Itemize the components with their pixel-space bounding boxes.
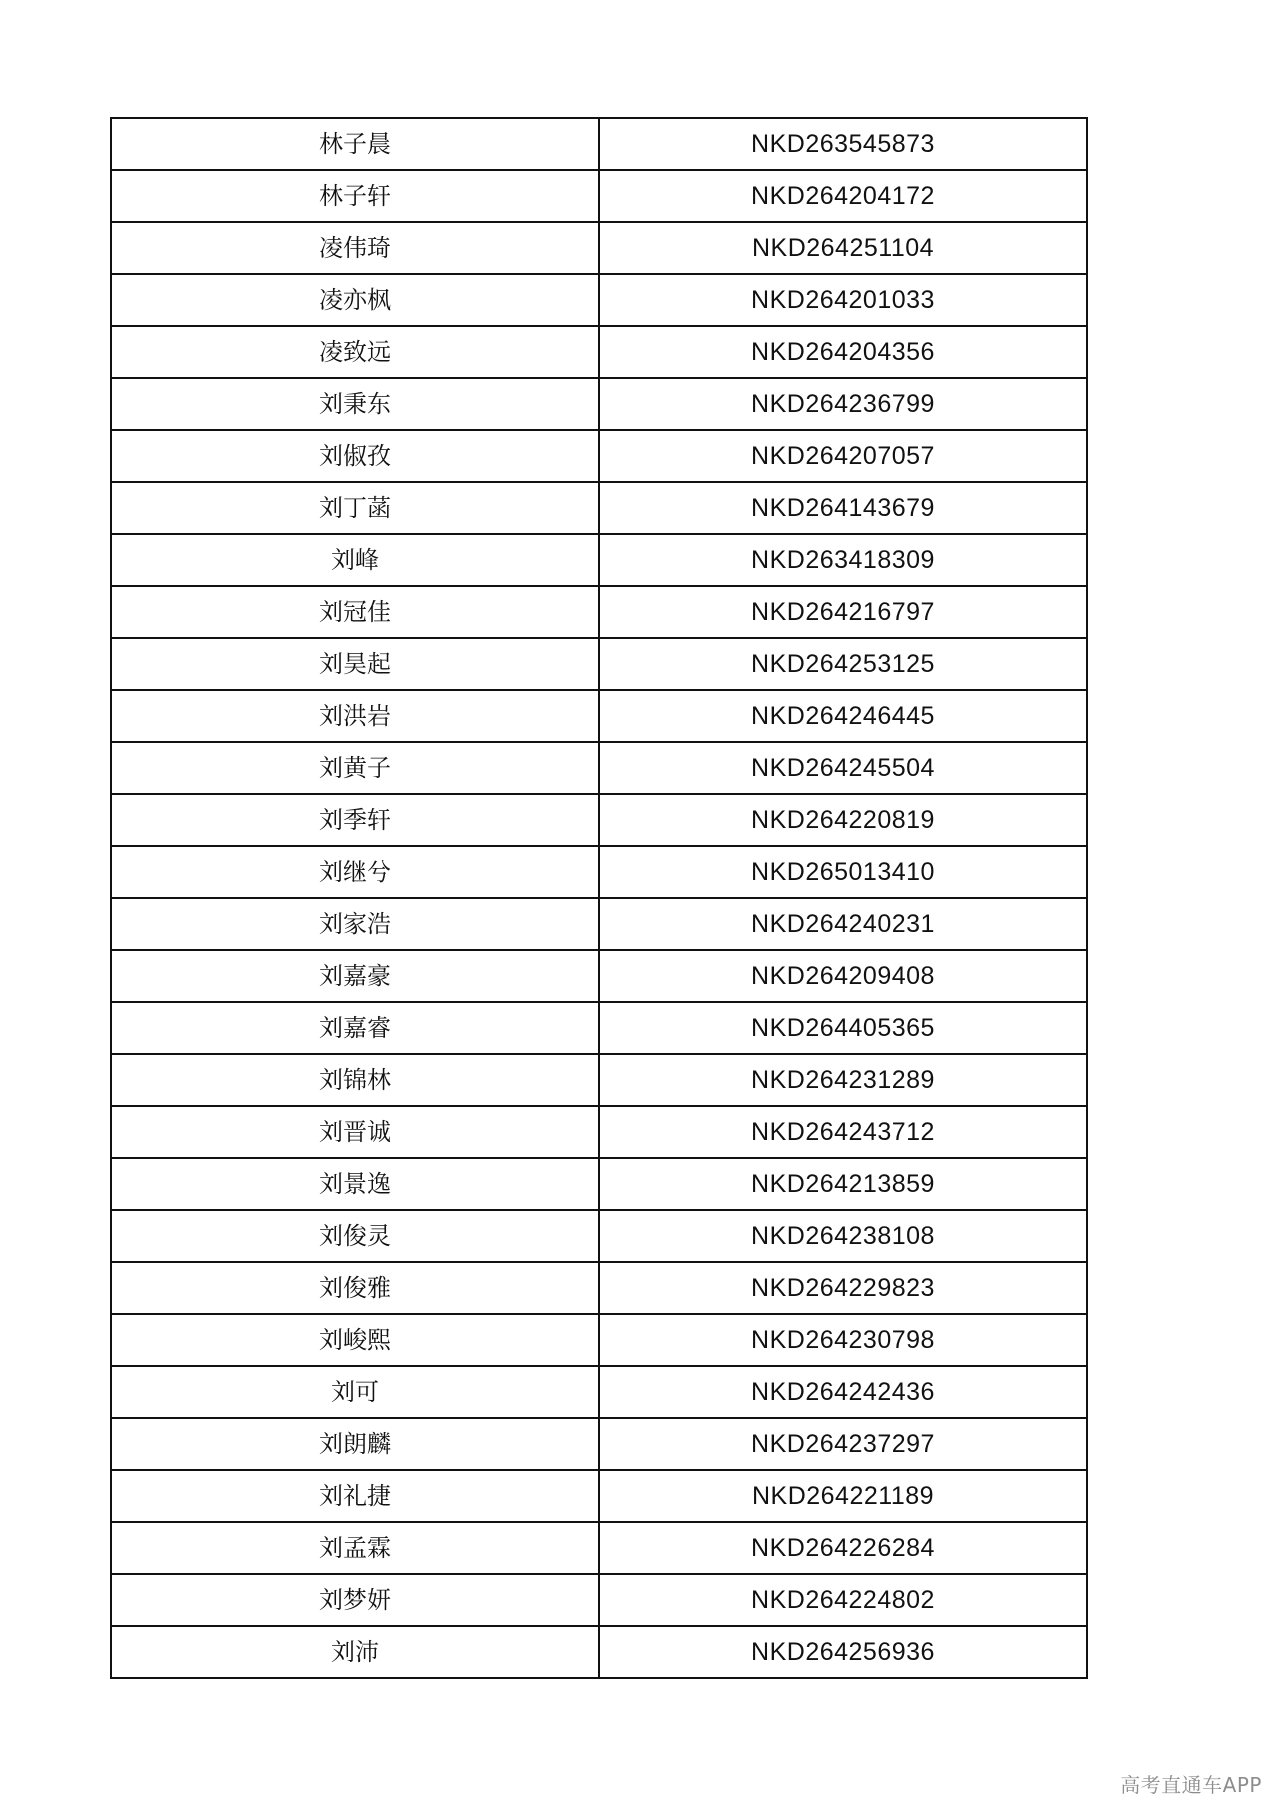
id-cell: NKD264204172 [599,170,1087,222]
id-cell: NKD264216797 [599,586,1087,638]
table-row [111,950,1087,1002]
table-row [111,1626,1087,1678]
id-cell: NKD264213859 [599,1158,1087,1210]
table-row [111,430,1087,482]
id-cell: NKD264253125 [599,638,1087,690]
name-cell: 刘峰 [111,534,599,586]
name-cell: 林子晨 [111,118,599,170]
table-row [111,638,1087,690]
name-cell: 刘继兮 [111,846,599,898]
table-row [111,742,1087,794]
id-cell: NKD264220819 [599,794,1087,846]
name-cell: 凌伟琦 [111,222,599,274]
name-cell: 刘景逸 [111,1158,599,1210]
id-cell: NKD264243712 [599,1106,1087,1158]
table-row [111,586,1087,638]
id-cell: NKD264143679 [599,482,1087,534]
name-cell: 刘俶孜 [111,430,599,482]
name-cell: 刘丁菡 [111,482,599,534]
name-cell: 凌亦枫 [111,274,599,326]
id-cell: NKD264236799 [599,378,1087,430]
name-cell: 刘嘉豪 [111,950,599,1002]
id-cell: NKD263545873 [599,118,1087,170]
watermark-text: 高考直通车APP [1120,1773,1262,1797]
id-cell: NKD264231289 [599,1054,1087,1106]
id-cell: NKD264230798 [599,1314,1087,1366]
name-cell: 刘俊灵 [111,1210,599,1262]
name-cell: 刘朗麟 [111,1418,599,1470]
table-row [111,222,1087,274]
id-cell: NKD264240231 [599,898,1087,950]
id-cell: NKD264207057 [599,430,1087,482]
id-cell: NKD264204356 [599,326,1087,378]
name-cell: 刘孟霖 [111,1522,599,1574]
table-row [111,1574,1087,1626]
table-row [111,1002,1087,1054]
table-row [111,1262,1087,1314]
table-row [111,118,1087,170]
name-cell: 刘秉东 [111,378,599,430]
name-cell: 刘季轩 [111,794,599,846]
table-row [111,170,1087,222]
id-cell: NKD263418309 [599,534,1087,586]
id-cell: NKD264245504 [599,742,1087,794]
table-row [111,534,1087,586]
name-cell: 刘洪岩 [111,690,599,742]
table-row [111,1158,1087,1210]
roster-table [110,117,1088,1679]
name-cell: 刘俊雅 [111,1262,599,1314]
id-cell: NKD264221189 [599,1470,1087,1522]
name-cell: 刘梦妍 [111,1574,599,1626]
table-row [111,846,1087,898]
table-row [111,794,1087,846]
name-cell: 刘昊起 [111,638,599,690]
table-row [111,1470,1087,1522]
table-row [111,1054,1087,1106]
table-row [111,1366,1087,1418]
table-row [111,1210,1087,1262]
name-cell: 刘峻熙 [111,1314,599,1366]
table-row [111,1418,1087,1470]
id-cell: NKD264246445 [599,690,1087,742]
table-row [111,1522,1087,1574]
name-cell: 林子轩 [111,170,599,222]
table-row [111,690,1087,742]
name-cell: 刘沛 [111,1626,599,1678]
name-cell: 刘锦林 [111,1054,599,1106]
name-cell: 刘晋诚 [111,1106,599,1158]
id-cell: NKD264209408 [599,950,1087,1002]
name-cell: 刘黄子 [111,742,599,794]
id-cell: NKD264405365 [599,1002,1087,1054]
name-cell: 刘家浩 [111,898,599,950]
name-cell: 凌致远 [111,326,599,378]
id-cell: NKD264224802 [599,1574,1087,1626]
table-row [111,274,1087,326]
table-row [111,482,1087,534]
table-row [111,1314,1087,1366]
id-cell: NKD264237297 [599,1418,1087,1470]
id-cell: NKD265013410 [599,846,1087,898]
name-cell: 刘可 [111,1366,599,1418]
table-row [111,378,1087,430]
name-cell: 刘嘉睿 [111,1002,599,1054]
id-cell: NKD264201033 [599,274,1087,326]
id-cell: NKD264238108 [599,1210,1087,1262]
name-cell: 刘礼捷 [111,1470,599,1522]
id-cell: NKD264256936 [599,1626,1087,1678]
name-cell: 刘冠佳 [111,586,599,638]
table-row [111,1106,1087,1158]
table-row [111,898,1087,950]
roster-table-body [111,118,1087,1678]
id-cell: NKD264242436 [599,1366,1087,1418]
id-cell: NKD264226284 [599,1522,1087,1574]
table-row [111,326,1087,378]
id-cell: NKD264229823 [599,1262,1087,1314]
id-cell: NKD264251104 [599,222,1087,274]
